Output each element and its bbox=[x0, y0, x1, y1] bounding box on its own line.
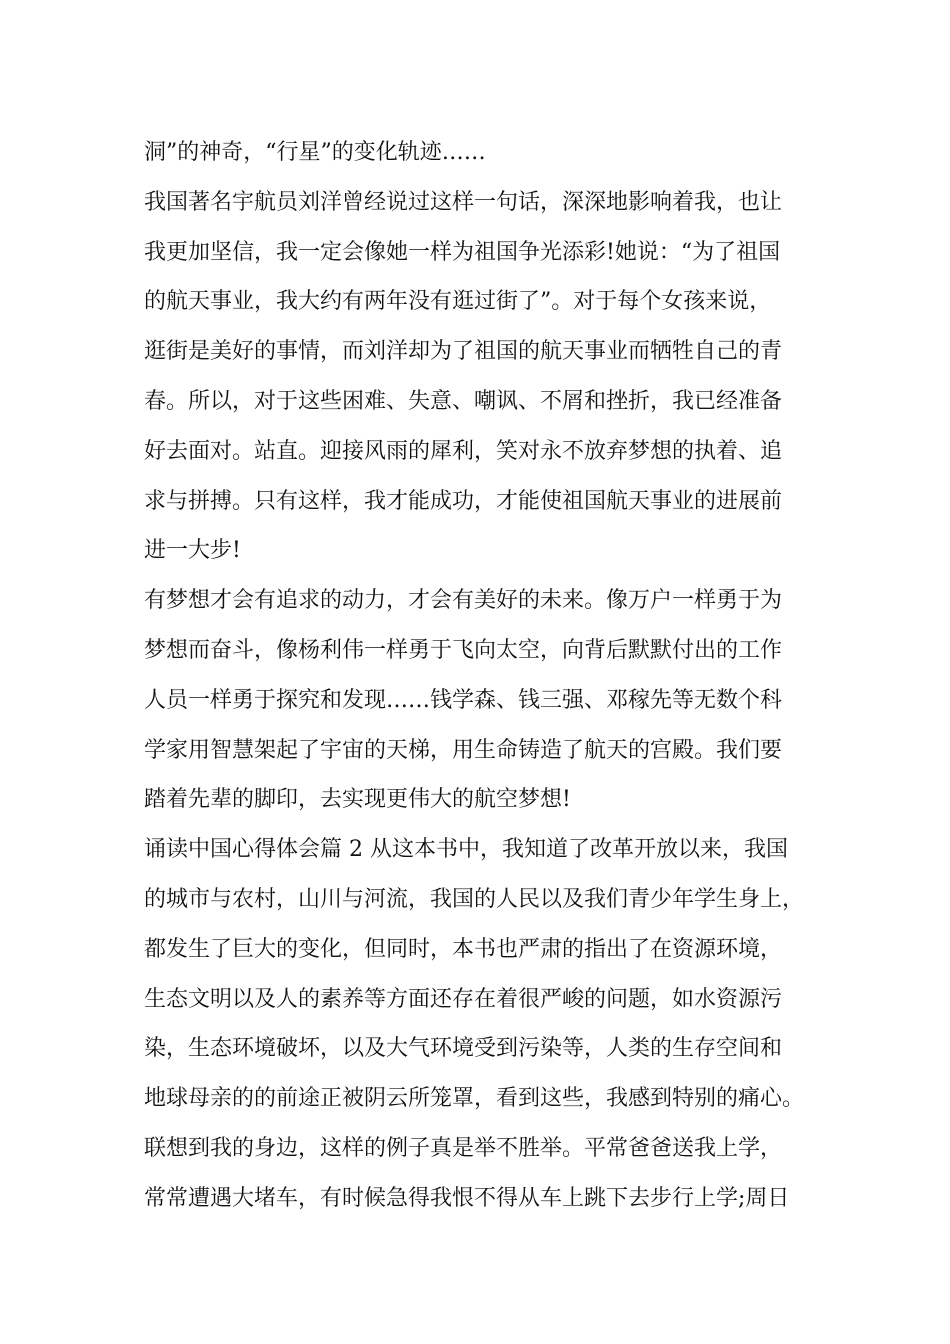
text-line: 春。所以，对于这些困难、失意、嘲讽、不屑和挫折，我已经准备 bbox=[144, 388, 783, 414]
text-line: 常常遭遇大堵车，有时候急得我恨不得从车上跳下去步行上学;周日 bbox=[144, 1185, 790, 1211]
text-line: 的航天事业，我大约有两年没有逛过街了”。对于每个女孩来说， bbox=[144, 289, 772, 315]
text-line: 好去面对。站直。迎接风雨的犀利，笑对永不放弃梦想的执着、追 bbox=[144, 438, 783, 464]
text-line: 人员一样勇于探究和发现……钱学森、钱三强、邓稼先等无数个科 bbox=[144, 687, 783, 713]
text-line: 学家用智慧架起了宇宙的天梯，用生命铸造了航天的宫殿。我们要 bbox=[144, 737, 783, 763]
text-line: 染，生态环境破坏，以及大气环境受到污染等，人类的生存空间和 bbox=[144, 1036, 783, 1062]
text-line: 的城市与农村，山川与河流，我国的人民以及我们青少年学生身上， bbox=[144, 886, 805, 912]
text-line: 生态文明以及人的素养等方面还存在着很严峻的问题，如水资源污 bbox=[144, 986, 783, 1012]
text-line: 求与拼搏。只有这样，我才能成功，才能使祖国航天事业的进展前 bbox=[144, 488, 783, 514]
text-line: 踏着先辈的脚印，去实现更伟大的航空梦想! bbox=[144, 787, 571, 813]
text-line: 诵读中国心得体会篇 2 从这本书中，我知道了改革开放以来，我国 bbox=[144, 837, 788, 863]
text-line: 我更加坚信，我一定会像她一样为祖国争光添彩!她说：“为了祖国 bbox=[144, 239, 781, 265]
text-line: 逛街是美好的事情，而刘洋却为了祖国的航天事业而牺牲自己的青 bbox=[144, 339, 783, 365]
text-line: 联想到我的身边，这样的例子真是举不胜举。平常爸爸送我上学， bbox=[144, 1135, 783, 1161]
text-line: 地球母亲的的前途正被阴云所笼罩，看到这些，我感到特别的痛心。 bbox=[144, 1086, 805, 1112]
text-line: 我国著名宇航员刘洋曾经说过这样一句话，深深地影响着我，也让 bbox=[144, 189, 783, 215]
text-line: 进一大步! bbox=[144, 538, 241, 564]
document-body bbox=[144, 128, 834, 1224]
text-line: 都发生了巨大的变化，但同时，本书也严肃的指出了在资源环境， bbox=[144, 936, 783, 962]
text-line: 有梦想才会有追求的动力，才会有美好的未来。像万户一样勇于为 bbox=[144, 588, 783, 614]
text-line: 洞”的神奇，“行星”的变化轨迹…… bbox=[144, 140, 486, 165]
text-line: 梦想而奋斗，像杨利伟一样勇于飞向太空，向背后默默付出的工作 bbox=[144, 637, 783, 663]
